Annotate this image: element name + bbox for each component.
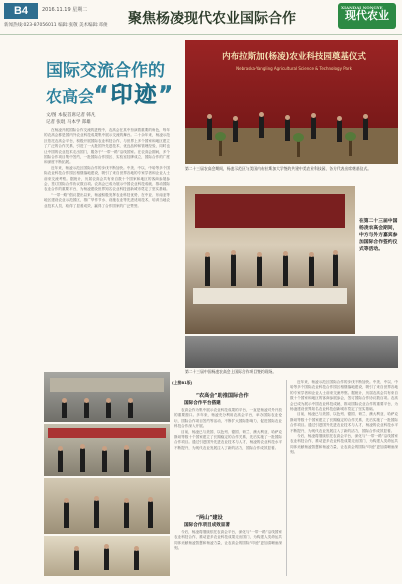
signing-ceremony-photo: [185, 186, 355, 334]
banner-subtitle: Nebraska-Yangling Agricultural Science & Technology Park: [236, 66, 352, 71]
lower-body-col1: [174, 408, 282, 512]
logo-text: 现代农业: [345, 9, 389, 22]
article-paragraph: “一带一路”倡议提出以来，杨凌积极发挥农业科技优势，在中亚、东南亚等地区建设农业示范园区，推广旱作节水、设施农业等先进适用技术，培训当地农业技术人员，取得了显著成效，赢得了合作国家的广泛赞誉。: [44, 192, 170, 208]
person-figure: [106, 402, 111, 418]
person-figure: [80, 448, 85, 472]
top-photo-caption: 第二十三届农高会期间，杨凌示范区与美国内布拉斯加大学签约共建中美农业科技园，各方代表出席奠基仪式。: [185, 166, 372, 171]
conference-photo: [44, 372, 170, 422]
groundbreaking-photo: [185, 40, 398, 164]
person-figure: [337, 120, 342, 142]
signing-photo: [44, 478, 170, 534]
delegation-photo: [44, 536, 170, 576]
meeting-photo: [185, 336, 398, 368]
person-figure: [62, 402, 67, 418]
sapling-icon: [219, 138, 222, 156]
editor-line: 新闻热线:023-87056011 编辑:张敬 美术编辑:邓俊: [4, 23, 108, 28]
column-divider: [286, 380, 287, 576]
person-figure: [134, 550, 139, 570]
person-figure: [74, 550, 79, 570]
person-figure: [146, 450, 151, 472]
person-figure: [207, 118, 212, 140]
continuation-note: (上接B1版): [172, 380, 193, 385]
person-figure: [259, 116, 264, 138]
banner-title: 内布拉斯加(杨凌)农业科技园奠基仪式: [222, 52, 366, 62]
logo-small-text: XIANDAI NONGYE: [341, 5, 383, 10]
dateline: 2016.11.19 星期二: [42, 7, 88, 13]
lower-body-col2: [174, 530, 282, 576]
lower-paragraph: 今后，杨凌将继续依托农高会平台，深化与“一带一路”沿线国家农业科技合作，推动更多农业科技成果走出国门，为构建人类命运共同体贡献杨凌智慧和杨凌力量，让农高会的国际“印迹”更加清晰而深刻。: [174, 530, 282, 551]
person-figure: [124, 449, 129, 472]
person-figure: [148, 501, 153, 528]
lower-paragraph: 近年来，杨凌示范区国际合作的步伐不断加快。中美、中以、中哈等多个国际农业科技合作园区相继落地建设，吸引了来自世界各地的专家学者和企业人士前来交流考察。据统计，历届农高会共有来自数十个国家和地区的客商参展参会，签订国际合作协议数百项。农高会已成为展示中国农业科技成就、推动国际农业合作的重要平台，为杨凌建设世界知名农业科技创新城市奠定了坚实基础。: [290, 380, 398, 412]
person-figure: [257, 256, 262, 286]
subhead-3: 国际合作项目成效显著: [184, 523, 230, 528]
subhead-1b: 国际合作平台搭建: [184, 401, 221, 406]
page-number-badge: B4: [4, 3, 38, 19]
person-figure: [233, 120, 238, 142]
article-paragraph: 在杨凌开展国际合作交流的进程中，农高会在其中扮演着重要的角色，每年的农高会都是国内外农业科技成果集中展示交流的舞台。二十余年来，杨凌示范区依托农高会平台，积极开展国际农业科技合作，与世界上多个国家和地区建立了广泛的合作关系，引进了一大批国外先进技术、优良品种和管理经验，同时也让中国的农业技术走出国门，服务于“一带一路”沿线国家。在农高会期间，多个国际合作项目集中签约，一批国际合作园区、实验室挂牌成立，国际合作的广度和深度不断拓展。: [44, 128, 170, 165]
sapling-icon: [349, 138, 352, 156]
meeting-caption: 第二十三届中国杨凌农高会上国际合作项目签约现场。: [185, 369, 277, 374]
person-figure: [104, 548, 109, 570]
person-figure: [58, 450, 63, 472]
headline-prefix: 农高会: [46, 87, 95, 106]
person-figure: [363, 118, 368, 140]
person-figure: [205, 256, 210, 286]
lower-paragraph: 今后，杨凌将继续依托农高会平台，深化与“一带一路”沿线国家农业科技合作，推动更多农业科技成果走出国门，为构建人类命运共同体贡献杨凌智慧和杨凌力量，让农高会的国际“印迹”更加清晰而深刻。: [290, 434, 398, 455]
section-title: 聚焦杨凌现代农业国际合作: [128, 11, 296, 27]
lower-paragraph: 目前，杨凌已与美国、以色列、德国、荷兰、澳大利亚、哈萨克斯坦等数十个国家建立了长期稳定的合作关系，先后实施了一批国际合作项目。通过引进国外先进农业技术与人才，杨凌的农业科技水平不断提升，为现代农业发展注入了新的活力，国际合作成效显著。: [174, 429, 282, 450]
person-figure: [231, 254, 236, 286]
sapling-icon: [297, 139, 300, 157]
person-figure: [94, 500, 99, 528]
exhibition-banner: [48, 428, 166, 438]
stage-backdrop: [195, 194, 345, 228]
person-figure: [64, 502, 69, 528]
article-body-col1: [44, 128, 170, 370]
side-caption: 在第二十三届中国杨凌农高会期间，中方与外方嘉宾参加国际合作签约仪式等活动。: [359, 219, 398, 252]
section-logo: [338, 3, 396, 29]
headline-emphasis: “印迹”: [94, 83, 175, 108]
lower-paragraph: 农高会作为集中展示农业科技成果的平台，一直是杨凌对外开放的重要窗口。多年来，杨凌充分利用农高会平台，举办国际农业论坛、国际合作项目签约等活动，不断扩大国际影响力，促进国际农业科技合作深入开展。: [174, 408, 282, 429]
subhead-2: “两山”建设: [196, 515, 223, 521]
headline-line2: [46, 78, 175, 109]
byline-line1: 文/图 本报首席记者 韩凡: [46, 113, 96, 118]
person-figure: [309, 256, 314, 286]
page-header: [0, 0, 402, 35]
article-paragraph: 近年来，杨凌示范区国际合作的步伐不断加快。中美、中以、中哈等多个国际农业科技合作园区相继落地建设，吸引了来自世界各地的专家学者和企业人士前来交流考察。据统计，历届农高会共有来自数十个国家和地区的客商参展参会，签订国际合作协议数百项。农高会已成为展示中国农业科技成就、推动国际农业合作的重要平台，为杨凌建设世界知名农业科技创新城市奠定了坚实基础。: [44, 165, 170, 192]
lower-paragraph: 目前，杨凌已与美国、以色列、德国、荷兰、澳大利亚、哈萨克斯坦等数十个国家建立了长期稳定的合作关系，先后实施了一批国际合作项目。通过引进国外先进农业技术与人才，杨凌的农业科技水平不断提升，为现代农业发展注入了新的活力，国际合作成效显著。: [290, 412, 398, 433]
person-figure: [283, 255, 288, 286]
person-figure: [311, 117, 316, 139]
signing-table: [193, 288, 347, 304]
headline-line1: 国际交流合作的: [46, 61, 165, 81]
person-figure: [84, 402, 89, 418]
person-figure: [333, 254, 338, 286]
person-figure: [102, 450, 107, 472]
lower-body-col3: [290, 380, 398, 576]
conference-screen: [50, 378, 164, 392]
person-figure: [285, 119, 290, 141]
subhead-1: “农高会”助推国际合作: [196, 393, 249, 399]
byline-line2: 记者 张琨 马本学 郑雄: [46, 120, 91, 125]
person-figure: [128, 402, 133, 418]
byline: [46, 112, 95, 126]
exhibition-photo: [44, 424, 170, 476]
person-figure: [124, 502, 129, 528]
